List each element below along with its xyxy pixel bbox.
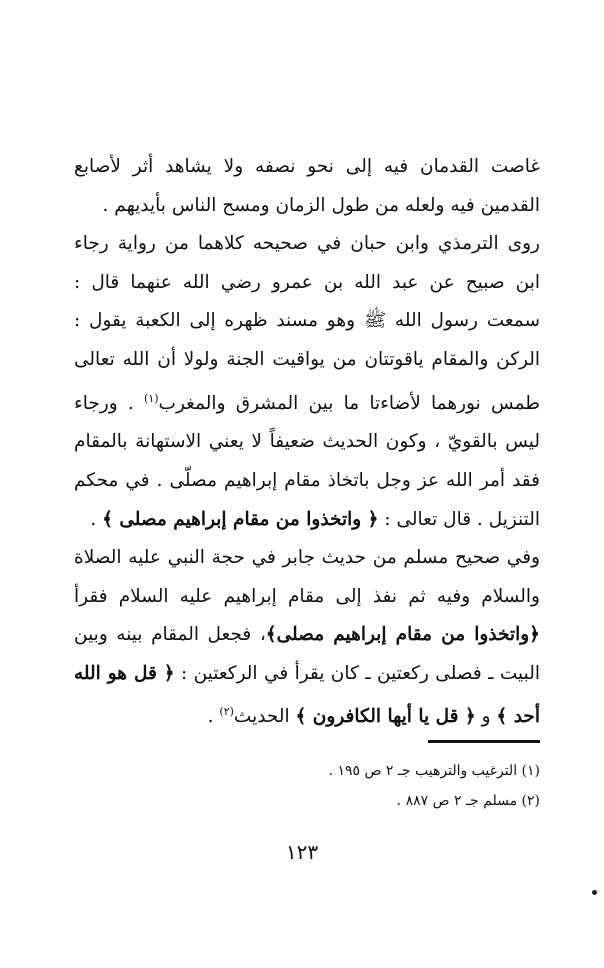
paragraph-1-text: غاصت القدمان فيه إلى نحو نصفه ولا يشاهد أثر لأصابع القدمين فيه ولعله من طول الزمان ومسح الناس بأيديهم .: [74, 156, 540, 216]
paragraph-1: [74, 148, 540, 225]
paragraph-2-text-b: . ورجاء ليس بالقويّ ، وكون الحديث ضعيفاً لا يعني الاستهانة بالمقام فقد أمر الله عز وجل باتخاذ مقام إبراهيم مصلّى . في محكم التنزيل . قال تعالى :: [74, 392, 540, 530]
paragraph-3-end: .: [207, 706, 220, 728]
quran-verse-1: ﴿ واتخذوا من مقام إبراهيم مصلى ﴾: [102, 508, 379, 530]
paragraph-3-text-d: الحديث: [233, 706, 296, 728]
footnote-ref-2: (٢): [219, 705, 234, 719]
paragraph-2-end: .: [90, 508, 103, 530]
paragraph-3-text-b: ، فجعل المقام بينه وبين البيت ـ فصلى ركعتين ـ كان يقرأ في الركعتين :: [74, 624, 540, 684]
paragraph-3: [74, 539, 540, 737]
footnote-ref-1: (١): [144, 391, 159, 405]
paragraph-3-text-a: وفي صحيح مسلم من حديث جابر في حجة النبي عليه الصلاة والسلام وفيه ثم نفذ إلى مقام إبراهيم عليه السلام فقرأ: [74, 547, 540, 607]
page-number: ١٢٣: [285, 840, 319, 864]
paragraph-2: [74, 225, 540, 539]
footnote-1: (١) الترغيب والترهيب جـ ٢ ص ١٩٥ .: [328, 763, 540, 779]
paragraph-3-text-c: و: [475, 706, 497, 728]
paragraph-2-text-a: روى الترمذي وابن حبان في صحيحه كلاهما من رواية رجاء ابن صبيح عن عبد الله بن عمرو رضي الله عنهما قال : سمعت رسول الله ﷺ وهو مسند ظهره إلى الكعبة يقول : الركن والمقام ياقوتتان من يواقيت الجنة ولولا أن الله تعالى طمس نورهما لأضاءتا ما بين المشرق والمغرب: [74, 233, 541, 414]
main-text: [74, 148, 540, 737]
quran-verse-3: ﴿ قل هو الله أحد ﴾: [74, 662, 540, 728]
footnote-2: (٢) مسلم جـ ٢ ص ٨٨٧ .: [396, 793, 540, 809]
scan-mark: [592, 890, 597, 895]
quran-verse-2: ﴿واتخذوا من مقام إبراهيم مصلى﴾: [265, 624, 540, 646]
quran-verse-4: ﴿ قل يا أيها الكافرون ﴾: [295, 706, 476, 728]
footnote-separator: [428, 740, 540, 743]
footnotes: [74, 756, 540, 816]
